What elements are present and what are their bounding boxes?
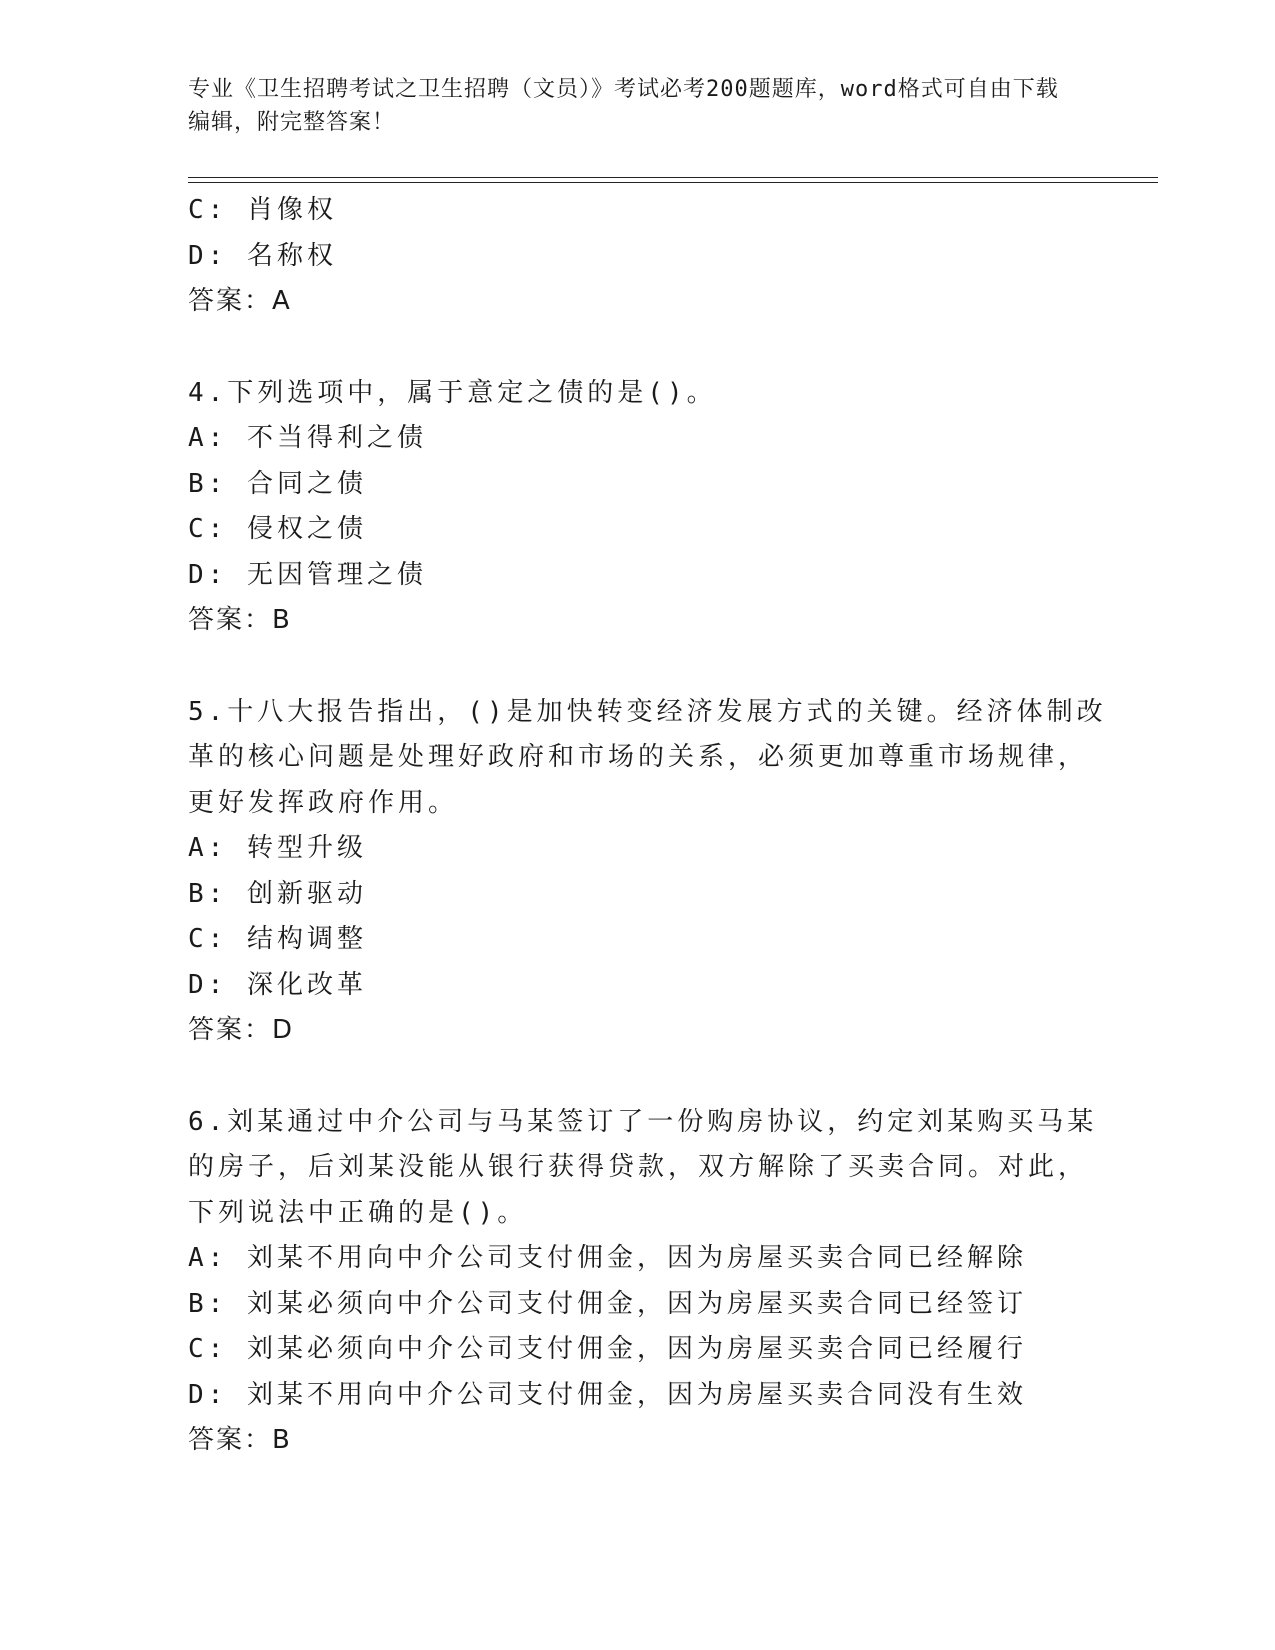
option-c: C: 刘某必须向中介公司支付佣金，因为房屋买卖合同已经履行 [188,1334,1027,1364]
answer: 答案：B [188,605,292,635]
option-a: A: 刘某不用向中介公司支付佣金，因为房屋买卖合同已经解除 [188,1243,1027,1273]
question-4 [188,371,1088,644]
option-c: C: 结构调整 [188,924,367,954]
question-5 [188,690,1107,1054]
answer: 答案：B [188,1425,292,1455]
question-stem-line: 下列说法中正确的是()。 [188,1197,528,1228]
answer: 答案：D [188,1015,295,1045]
question-6 [188,1100,1098,1464]
option-b: B: 刘某必须向中介公司支付佣金，因为房屋买卖合同已经签订 [188,1288,1027,1319]
option-d: D: 深化改革 [188,969,367,1000]
question-list [188,188,1107,1464]
option-d: D: 无因管理之债 [188,559,427,590]
question-stem-line: 的房子，后刘某没能从银行获得贷款，双方解除了买卖合同。对此， [188,1152,1089,1182]
document-header: 专业《卫生招聘考试之卫生招聘（文员）》考试必考200题题库，word格式可自由下载编辑，附完整答案！ [188,77,1059,135]
question-stem: 4.下列选项中，属于意定之债的是()。 [188,377,717,408]
option-c: C: 侵权之债 [188,514,367,544]
option-b: B: 合同之债 [188,468,367,499]
question-spacer [188,644,1088,690]
option-a: A: 不当得利之债 [188,423,427,453]
option-d: D: 刘某不用向中介公司支付佣金，因为房屋买卖合同没有生效 [188,1379,1027,1410]
question-stem-line: 6.刘某通过中介公司与马某签订了一份购房协议，约定刘某购买马某 [188,1106,1098,1137]
question-stem-line: 更好发挥政府作用。 [188,787,459,818]
question-spacer [188,325,1088,371]
option-d: D: 名称权 [188,240,337,271]
option-c: C: 肖像权 [188,195,337,225]
question-stem-line: 革的核心问题是处理好政府和市场的关系，必须更加尊重市场规律， [188,742,1089,772]
header-divider-bottom [188,182,1158,183]
question-3 [188,188,1088,325]
header-divider-top [188,177,1158,178]
option-a: A: 转型升级 [188,833,367,863]
question-stem-line: 5.十八大报告指出，()是加快转变经济发展方式的关键。经济体制改 [188,696,1107,727]
question-spacer [188,1054,1088,1100]
answer: 答案：A [188,286,292,316]
option-b: B: 创新驱动 [188,878,367,909]
